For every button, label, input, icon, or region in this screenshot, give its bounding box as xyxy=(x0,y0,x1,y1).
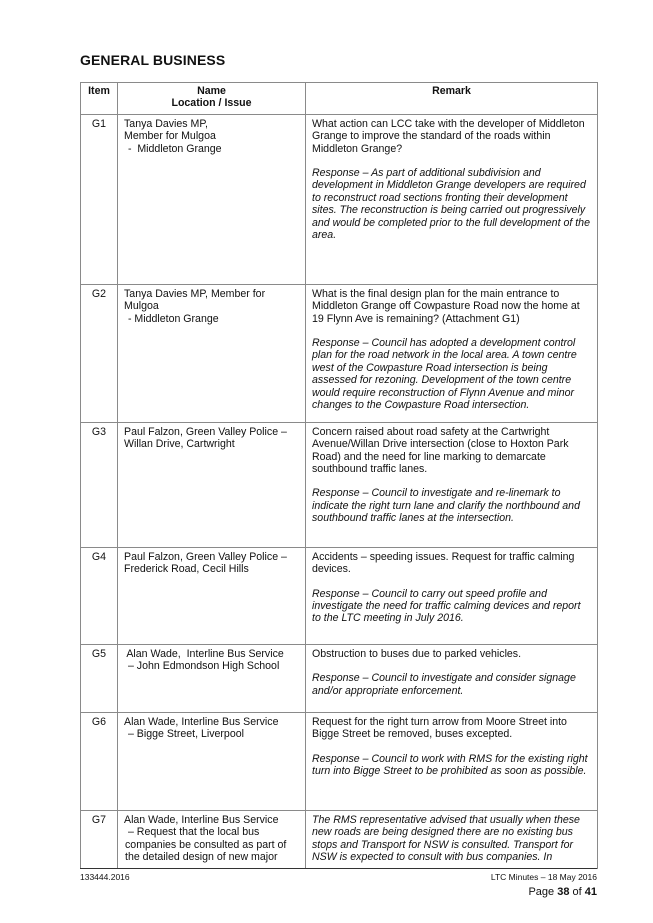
row-remark xyxy=(306,712,598,810)
remark-response: Response – Council has adopted a development control plan for the road network in the local area. A town centre west of the Cowpasture Road intersection is being assessed for rezoning. Development of the town centre would require reconstruction of Flynn Avenue and minor changes to the Cowpasture Road intersection. xyxy=(312,337,577,412)
name-line: Paul Falzon, Green Valley Police – Frederick Road, Cecil Hills xyxy=(124,550,287,576)
remark-question: Accidents – speeding issues. Request for traffic calming devices. xyxy=(312,550,575,576)
table-row xyxy=(81,644,598,712)
remark-question: What is the final design plan for the main entrance to Middleton Grange off Cowpasture Road now the home at 19 Flynn Ave is remaining? (Attachment G1) xyxy=(312,287,580,325)
row-name xyxy=(118,644,306,712)
header-name xyxy=(118,83,306,115)
row-remark xyxy=(306,422,598,547)
header-remark: Remark xyxy=(306,83,598,115)
name-line: - Middleton Grange xyxy=(125,312,219,325)
header-item: Item xyxy=(81,83,118,115)
remark-question: Request for the right turn arrow from Moore Street into Bigge Street be removed, buses excepted. xyxy=(312,715,567,741)
page-separator: of xyxy=(569,886,585,898)
page-current: 38 xyxy=(557,886,570,898)
name-line: Tanya Davies MP, Member for Mulgoa xyxy=(124,287,266,313)
row-remark xyxy=(306,284,598,422)
page-number xyxy=(528,886,597,898)
name-line: – Bigge Street, Liverpool xyxy=(125,728,244,741)
page-prefix: Page xyxy=(528,886,558,898)
row-name xyxy=(118,284,306,422)
row-name xyxy=(118,810,306,868)
row-name xyxy=(118,114,306,284)
table-row xyxy=(81,114,598,284)
table-row xyxy=(81,547,598,644)
name-line: – Request that the local bus companies be consulted as part of the detailed design of new major xyxy=(125,826,290,864)
remark-response: Response – Council to investigate and re-linemark to indicate the right turn lane and clarify the northbound and southbound traffic lanes at the intersection. xyxy=(312,487,580,525)
table-row xyxy=(81,810,598,868)
page-title: GENERAL BUSINESS xyxy=(80,52,226,68)
name-line: Alan Wade, Interline Bus Service xyxy=(124,647,284,660)
header-name-line1: Name xyxy=(197,85,226,97)
remark-question: Obstruction to buses due to parked vehicles. xyxy=(312,647,522,660)
remark-response: Response – As part of additional subdivision and development in Middleton Grange developers are required to reconstruct road sections fronting their development sites. The reconstruction is being carried out progressively and would be completed prior to the full development of the area. xyxy=(312,167,590,242)
footer-divider xyxy=(80,868,597,869)
table-row xyxy=(81,712,598,810)
row-remark xyxy=(306,644,598,712)
remark-question: Concern raised about road safety at the Cartwright Avenue/Willan Drive intersection (close to Hoxton Park Road) and the need for line marking to demarcate southbound traffic lanes. xyxy=(312,425,569,476)
row-remark xyxy=(306,114,598,284)
row-remark xyxy=(306,547,598,644)
row-item: G5 xyxy=(81,644,118,712)
row-item: G4 xyxy=(81,547,118,644)
row-item: G3 xyxy=(81,422,118,547)
name-line: Tanya Davies MP, xyxy=(124,117,209,130)
header-name-line2: Location / Issue xyxy=(171,97,252,110)
name-line: Paul Falzon, Green Valley Police – Willan Drive, Cartwright xyxy=(124,425,287,451)
remark-response: Response – Council to carry out speed profile and investigate the need for traffic calming devices and report to the LTC meeting in July 2016. xyxy=(312,587,581,625)
row-item: G7 xyxy=(81,810,118,868)
remark-response: Response – Council to work with RMS for the existing right turn into Bigge Street to be prohibited as soon as possible. xyxy=(312,752,588,778)
row-name xyxy=(118,712,306,810)
table-row xyxy=(81,422,598,547)
remark-response: The RMS representative advised that usually when these new roads are being designed there are no existing bus stops and Transport for NSW is consulted. Transport for NSW is expected to consult with bus companies. In xyxy=(312,813,580,864)
page-total: 41 xyxy=(584,886,597,898)
row-name xyxy=(118,422,306,547)
row-item: G1 xyxy=(81,114,118,284)
row-item: G2 xyxy=(81,284,118,422)
name-line: Member for Mulgoa xyxy=(124,130,216,143)
name-line: - Middleton Grange xyxy=(125,142,222,155)
remark-response: Response – Council to investigate and consider signage and/or appropriate enforcement. xyxy=(312,672,576,697)
document-id: 133444.2016 xyxy=(80,872,130,882)
table-row xyxy=(81,284,598,422)
table-header-row xyxy=(81,83,598,115)
meeting-reference: LTC Minutes – 18 May 2016 xyxy=(490,872,597,882)
name-line: Alan Wade, Interline Bus Service xyxy=(124,813,279,826)
remark-question: What action can LCC take with the developer of Middleton Grange to improve the standard of the roads within Middleton Grange? xyxy=(312,117,585,155)
general-business-table xyxy=(80,82,598,869)
name-line: Alan Wade, Interline Bus Service xyxy=(124,715,279,728)
row-name xyxy=(118,547,306,644)
name-line: – John Edmondson High School xyxy=(125,660,280,673)
row-remark xyxy=(306,810,598,868)
row-item: G6 xyxy=(81,712,118,810)
